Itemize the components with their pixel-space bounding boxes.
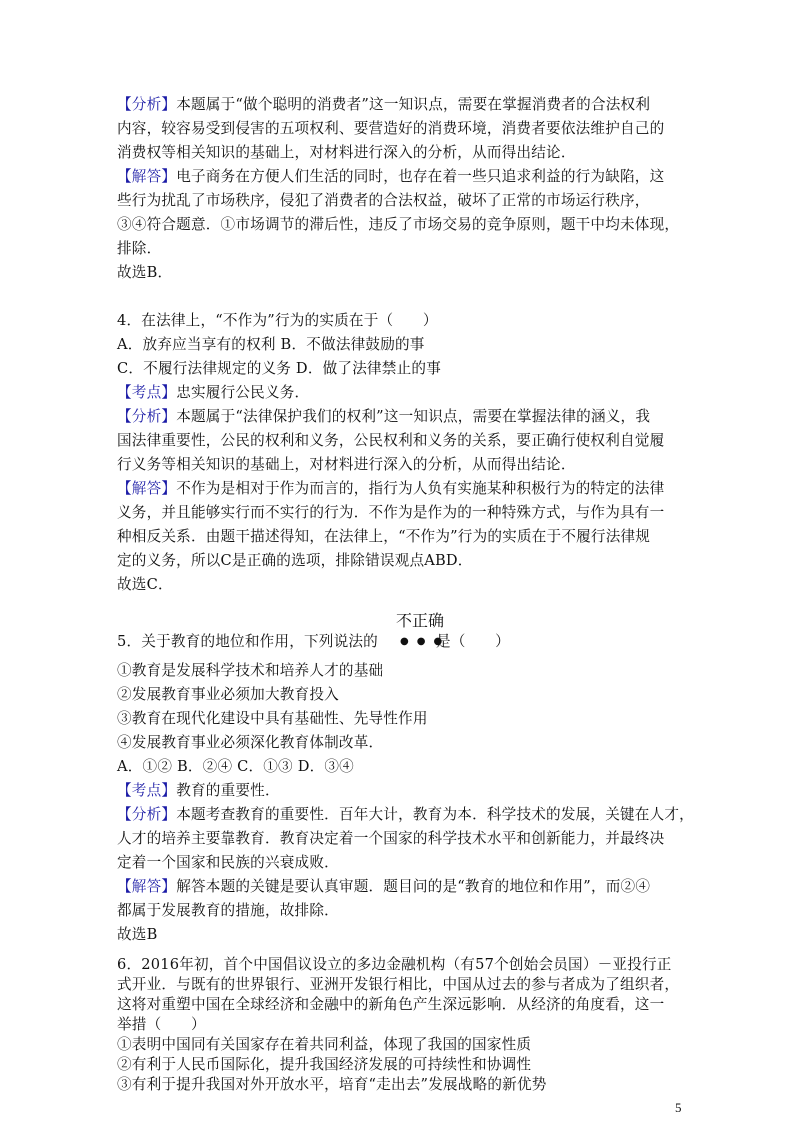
- q4-analysis-line-1: 【分析】本题属于“法律保护我们的权利”这一知识点，需要在掌握法律的涵义，我: [117, 408, 651, 425]
- q4-answer-line-2: 义务，并且能够实行而不实行的行为．不作为是作为的一种特殊方式，与作为具有一: [117, 504, 665, 521]
- q5-item-4: ④发展教育事业必须深化教育体制改革．: [117, 734, 384, 751]
- q5-analysis-line-3: 定着一个国家和民族的兴衰成败．: [117, 854, 339, 871]
- q3-analysis-line-2: 内容，较容易受到侵害的五项权利、要营造好的消费环境，消费者要依法维护自己的: [117, 120, 665, 137]
- q6-stem-line-4: 举措（ ）: [117, 1016, 206, 1033]
- q5-emphasis-dots: ●●●: [400, 636, 451, 647]
- q5-stem: 5．关于教育的地位和作用，下列说法的 是（ ）: [117, 633, 510, 650]
- q3-answer-line-4: 排除．: [117, 240, 162, 257]
- q4-options-line-1: A．放弃应当享有的权利 B．不做法律鼓励的事: [117, 336, 425, 353]
- q5-item-2: ②发展教育事业必须加大教育投入: [117, 686, 339, 703]
- analysis-tag: 【分析】: [117, 96, 177, 113]
- q3-answer-line-3: ③④符合题意．①市场调节的滞后性，违反了市场交易的竞争原则，题干中均未体现，: [117, 216, 680, 233]
- q3-answer-line-2: 些行为扰乱了市场秩序，侵犯了消费者的合法权益，破坏了正常的市场运行秩序，: [117, 192, 650, 209]
- q4-analysis-line-2: 国法律重要性，公民的权利和义务，公民权利和义务的关系，要正确行使权利自觉履: [117, 432, 665, 449]
- q5-item-1: ①教育是发展科学技术和培养人才的基础: [117, 662, 384, 679]
- q3-choice: 故选B．: [117, 264, 173, 281]
- point-tag: 【考点】: [117, 384, 177, 401]
- analysis-tag: 【分析】: [117, 408, 177, 425]
- q6-stem-line-3: 这将对重塑中国在全球经济和金融中的新角色产生深远影响．从经济的角度看，这一: [117, 996, 665, 1013]
- point-tag: 【考点】: [117, 782, 177, 799]
- page-number: 5: [675, 1100, 682, 1115]
- q5-answer-line-2: 都属于发展教育的措施，故排除．: [117, 902, 339, 919]
- q3-answer-line-1: 【解答】电子商务在方便人们生活的同时，也存在着一些只追求利益的行为缺陷，这: [117, 168, 665, 185]
- q5-analysis-line-2: 人才的培养主要靠教育．教育决定着一个国家的科学技术水平和创新能力，并最终决: [117, 830, 665, 847]
- q4-analysis-line-3: 行义务等相关知识的基础上，对材料进行深入的分析，从而得出结论．: [117, 456, 576, 473]
- q4-answer-line-4: 定的义务，所以C是正确的选项，排除错误观点ABD．: [117, 552, 473, 569]
- q5-analysis-line-1: 【分析】本题考查教育的重要性．百年大计，教育为本．科学技术的发展，关键在人才，: [117, 806, 694, 823]
- q4-stem: 4．在法律上，“不作为”行为的实质在于（ ）: [117, 312, 438, 329]
- q5-point: 【考点】教育的重要性．: [117, 782, 280, 799]
- q3-analysis-line-1: 【分析】本题属于“做个聪明的消费者”这一知识点，需要在掌握消费者的合法权利: [117, 96, 651, 113]
- q4-point: 【考点】忠实履行公民义务．: [117, 384, 310, 401]
- answer-tag: 【解答】: [117, 878, 177, 895]
- q6-item-1: ①表明中国同有关国家存在着共同利益，体现了我国的国家性质: [117, 1036, 532, 1053]
- q6-stem-line-2: 式开业．与既有的世界银行、亚洲开发银行相比，中国从过去的参与者成为了组织者，: [117, 976, 680, 993]
- q6-item-2: ②有利于人民币国际化，提升我国经济发展的可持续性和协调性: [117, 1056, 532, 1073]
- q6-item-3: ③有利于提升我国对外开放水平，培育“走出去”发展战略的新优势: [117, 1076, 547, 1093]
- q5-options: A．①② B．②④ C．①③ D．③④: [117, 758, 354, 775]
- q3-analysis-line-3: 消费权等相关知识的基础上，对材料进行深入的分析，从而得出结论．: [117, 144, 576, 161]
- q4-options-line-2: C．不履行法律规定的义务 D．做了法律禁止的事: [117, 360, 441, 377]
- q5-emphasis-text: 不正确: [396, 611, 445, 630]
- analysis-tag: 【分析】: [117, 806, 177, 823]
- q4-choice: 故选C．: [117, 576, 173, 593]
- q4-answer-line-3: 种相反关系．由题干描述得知，在法律上，“不作为”行为的实质在于不履行法律规: [117, 528, 651, 545]
- answer-tag: 【解答】: [117, 480, 177, 497]
- q5-choice: 故选B: [117, 926, 158, 943]
- q6-stem-line-1: 6．2016年初，首个中国倡议设立的多边金融机构（有57个创始会员国）－亚投行正: [117, 956, 672, 973]
- q4-answer-line-1: 【解答】不作为是相对于作为而言的，指行为人负有实施某种积极行为的特定的法律: [117, 480, 665, 497]
- q5-answer-line-1: 【解答】解答本题的关键是要认真审题．题目问的是“教育的地位和作用”，而②④: [117, 878, 651, 895]
- q5-item-3: ③教育在现代化建设中具有基础性、先导性作用: [117, 710, 428, 727]
- answer-tag: 【解答】: [117, 168, 177, 185]
